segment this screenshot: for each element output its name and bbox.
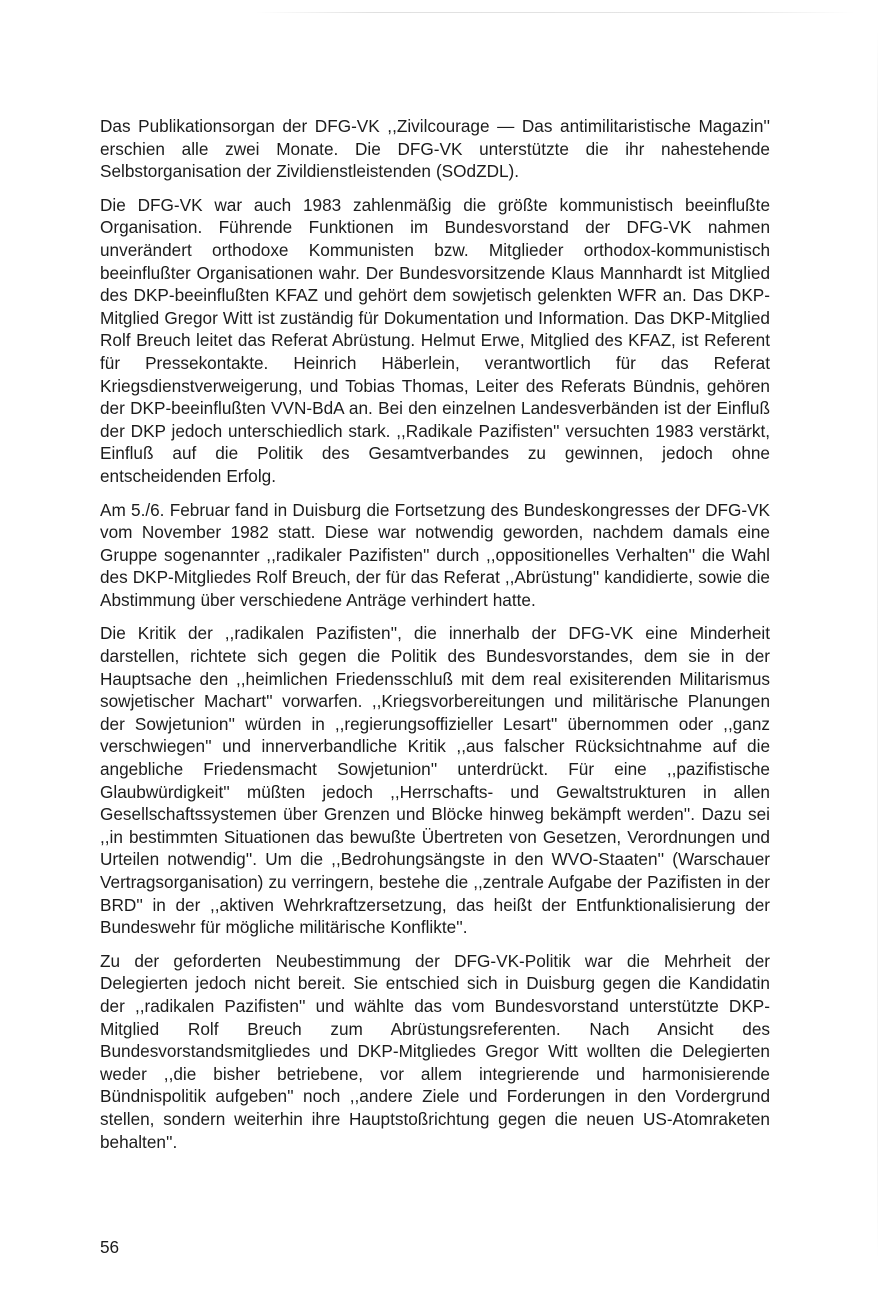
paragraph-radical-pacifists-critique: Die Kritik der ,,radikalen Pazifisten'', die innerhalb der DFG-VK eine Minderheit darstellen, richtete sich gegen die Politik des Bundesvorstandes, dem sie in der Hauptsache den ,,heimlichen Friedensschluß mit dem real exisiterenden Militarismus sowjetischer Machart'' vorwarfen. ,,Kriegsvorbereitungen und militärische Planungen der Sowjetunion'' würden in ,,regierungsoffizieller Lesart'' übernommen oder ,,ganz verschwiegen'' und innerverbandliche Kritik ,,aus falscher Rücksichtnahme auf die angebliche Friedensmacht Sowjetunion'' unterdrückt. Für eine ,,pazifistische Glaubwürdigkeit'' müßten jedoch ,,Herrschafts- und Gewaltstrukturen in allen Gesellschaftssystemen über Grenzen und Blöcke hinweg bekämpft werden''. Dazu sei ,,in bestimmten Situationen das bewußte Übertreten von Gesetzen, Verordnungen und Urteilen notwendig''. Um die ,,Bedrohungsängste in den WVO-Staaten'' (Warschauer Vertragsorganisation) zu verringern, bestehe die ,,zentrale Aufgabe der Pazifisten in der BRD'' in der ,,aktiven Wehrkraftzersetzung, das heißt der Entfunktionalisierung der Bundeswehr für mögliche militärische Konflikte''. [100, 623, 770, 938]
page-body [100, 115, 770, 1164]
paragraph-delegates-decision: Zu der geforderten Neubestimmung der DFG-VK-Politik war die Mehrheit der Delegierten jedoch nicht bereit. Sie entschied sich in Duisburg gegen die Kandidatin der ,,radikalen Pazifisten'' und wählte das vom Bundesvorstand unterstützte DKP-Mitglied Rolf Breuch zum Abrüstungsreferenten. Nach Ansicht des Bundesvorstandsmitgliedes und DKP-Mitgliedes Gregor Witt wollten die Delegierten weder ,,die bisher betriebene, vor allem integrierende und harmonisierende Bündnispolitik aufgeben'' noch ,,andere Ziele und Forderungen in den Vordergrund stellen, sondern weiterhin ihre Hauptstoßrichtung gegen die neuen US-Atomraketen behalten''. [100, 950, 770, 1152]
page-number: 56 [100, 1237, 120, 1257]
scan-top-edge [255, 12, 855, 13]
scan-right-edge [877, 30, 878, 1260]
paragraph-duisburg-congress: Am 5./6. Februar fand in Duisburg die Fortsetzung des Bundeskongresses der DFG-VK vom November 1982 statt. Diese war notwendig geworden, nachdem damals eine Gruppe sogenannter ,,radikaler Pazifisten'' durch ,,oppositionelles Verhalten'' die Wahl des DKP-Mitgliedes Rolf Breuch, der für das Referat ,,Abrüstung'' kandidierte, sowie die Abstimmung über verschiedene Anträge verhindert hatte. [100, 499, 770, 610]
paragraph-dfg-vk-influence: Die DFG-VK war auch 1983 zahlenmäßig die größte kommunistisch beeinflußte Organisation. Führende Funktionen im Bundesvorstand der DFG-VK nahmen unverändert orthodoxe Kommunisten bzw. Mitglieder orthodox-kommunistisch beeinflußter Organisationen wahr. Der Bundesvorsitzende Klaus Mannhardt ist Mitglied des DKP-beeinflußten KFAZ und gehört dem sowjetisch gelenkten WFR an. Das DKP-Mitglied Gregor Witt ist zuständig für Dokumentation und Information. Das DKP-Mitglied Rolf Breuch leitet das Referat Abrüstung. Helmut Erwe, Mitglied des KFAZ, ist Referent für Pressekontakte. Heinrich Häberlein, verantwortlich für das Referat Kriegsdienstverweigerung, und Tobias Thomas, Leiter des Referats Bündnis, gehören der DKP-beeinflußten VVN-BdA an. Bei den einzelnen Landesverbänden ist der Einfluß der DKP jedoch unterschiedlich stark. ,,Radikale Pazifisten'' versuchten 1983 verstärkt, Einfluß auf die Politik des Gesamtverbandes zu gewinnen, jedoch ohne entscheidenden Erfolg. [100, 194, 770, 486]
paragraph-publication-organ: Das Publikationsorgan der DFG-VK ,,Zivilcourage — Das antimilitaristische Magazin'' erschien alle zwei Monate. Die DFG-VK unterstützte die ihr nahestehende Selbstorganisation der Zivildienstleistenden (SOdZDL). [100, 116, 770, 182]
